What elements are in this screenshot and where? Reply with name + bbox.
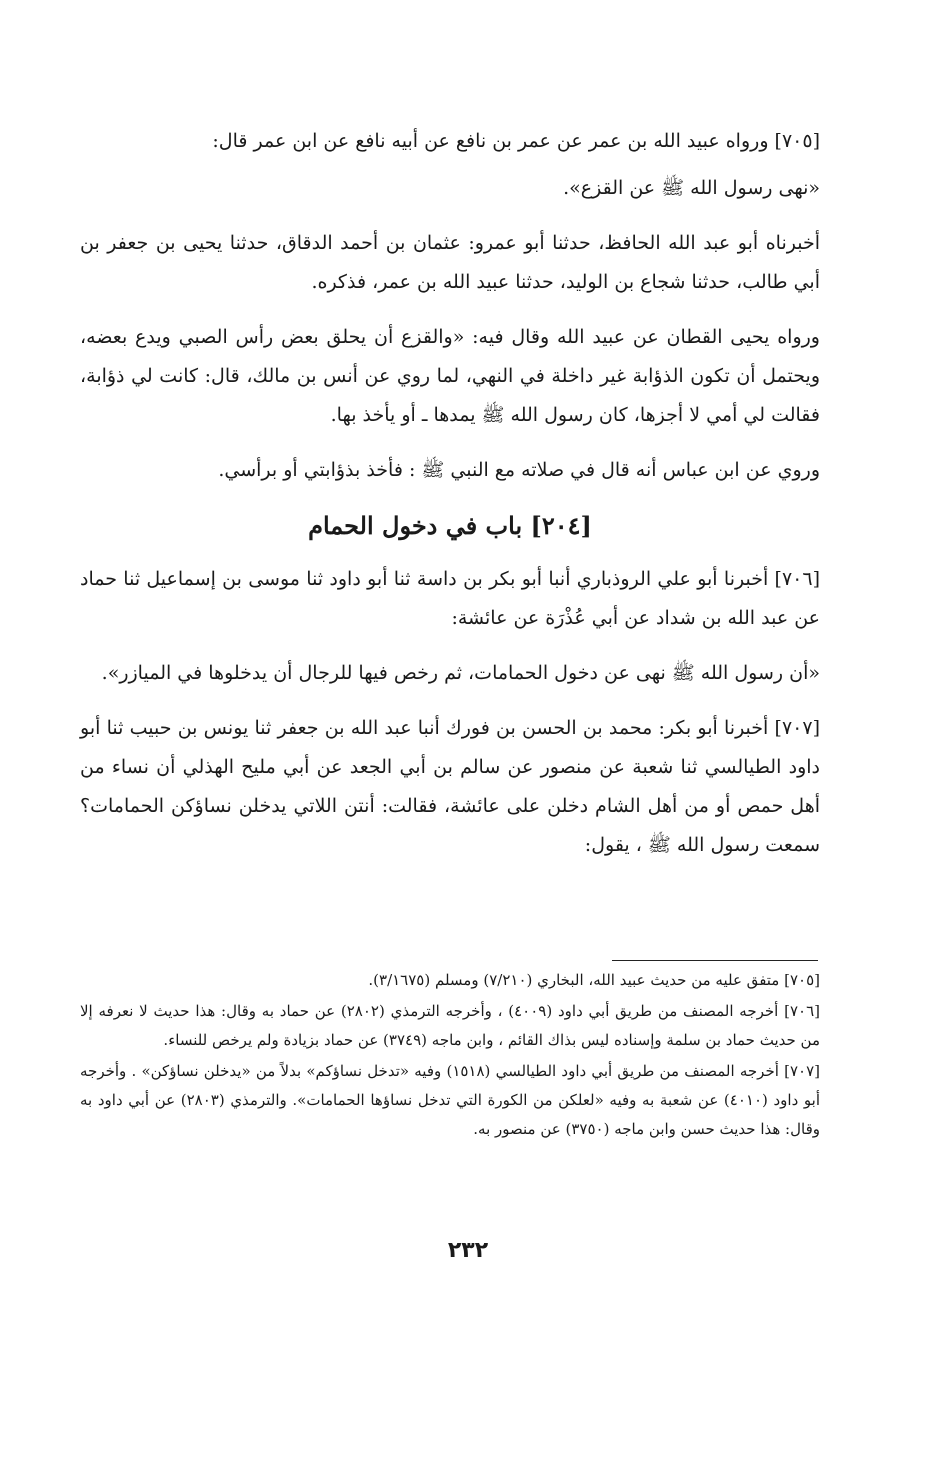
chapter-heading: [٢٠٤] باب في دخول الحمام: [308, 511, 592, 540]
main-text: [80, 122, 820, 881]
hadith-705-isnad: [٧٠٥] ورواه عبيد الله بن عمر عن عمر بن نافع عن أبيه نافع عن ابن عمر قال:: [212, 130, 820, 152]
hadith-706-matn: «أن رسول الله ﷺ نهى عن دخول الحمامات، ثم رخص فيها للرجال أن يدخلوها في الميازر».: [101, 662, 820, 684]
footnotes: [80, 966, 820, 1146]
footnote-707: [٧٠٧] أخرجه المصنف من طريق أبي داود الطيالسي (١٥١٨) وفيه «تدخل نساؤكم» بدلاً من «يدخلن نساؤكن» . وأخرجه أبو داود (٤٠١٠) عن شعبة به وفيه «لعلكن من الكورة التي تدخل نساؤها الحمامات». والترمذي (٢٨٠٣) عن أبي داود به وقال: هذا حديث حسن وابن ماجه (٣٧٥٠) عن منصور به.: [80, 1062, 820, 1138]
hadith-707: [٧٠٧] أخبرنا أبو بكر: محمد بن الحسن بن فورك أنبا عبد الله بن جعفر ثنا يونس بن حبيب ثنا أبو داود الطيالسي ثنا شعبة عن منصور عن سالم بن أبي الجعد عن أبي مليح الهذلي أن نساء من أهل حمص أو من أهل الشام دخلن على عائشة، فقالت: أنتن اللاتي يدخلن نساؤكن الحمامات؟ سمعت رسول الله ﷺ ، يقول:: [80, 717, 820, 856]
hadith-705-chain: أخبرناه أبو عبد الله الحافظ، حدثنا أبو عمرو: عثمان بن أحمد الدقاق، حدثنا يحيى بن جعفر بن أبي طالب، حدثنا شجاع بن الوليد، حدثنا عبيد الله بن عمر، فذكره.: [80, 232, 820, 293]
hadith-706-isnad: [٧٠٦] أخبرنا أبو علي الروذباري أنبا أبو بكر بن داسة ثنا أبو داود ثنا موسى بن إسماعيل ثنا حماد عن عبد الله بن شداد عن أبي عُذْرَة عن عائشة:: [80, 568, 820, 629]
qattan-narration: ورواه يحيى القطان عن عبيد الله وقال فيه: «والقزع أن يحلق بعض رأس الصبي ويدع بعضه، ويحتمل أن تكون الذؤابة غير داخلة في النهي، لما روي عن أنس بن مالك، قال: كانت لي ذؤابة، فقالت لي أمي لا أجزها، كان رسول الله ﷺ يمدها ـ أو يأخذ بها.: [80, 326, 820, 426]
ibn-abbas-narration: وروي عن ابن عباس أنه قال في صلاته مع النبي ﷺ : فأخذ بذؤابتي أو برأسي.: [218, 459, 820, 481]
footnote-706: [٧٠٦] أخرجه المصنف من طريق أبي داود (٤٠٠٩) ، وأخرجه الترمذي (٢٨٠٢) عن حماد به وقال: هذا حديث لا نعرفه إلا من حديث حماد بن سلمة وإسناده ليس بذاك القائم ، وابن ماجه (٣٧٤٩) عن حماد بزيادة ولم يرخص للنساء.: [80, 1002, 820, 1049]
footnote-705: [٧٠٥] متفق عليه من حديث عبيد الله، البخاري (٧/٢١٠) ومسلم (٣/١٦٧٥).: [368, 971, 820, 989]
page-number: ٢٣٢: [447, 1238, 489, 1263]
hadith-705-matn: «نهى رسول الله ﷺ عن القزع».: [563, 177, 820, 199]
footnote-divider: [612, 960, 818, 961]
